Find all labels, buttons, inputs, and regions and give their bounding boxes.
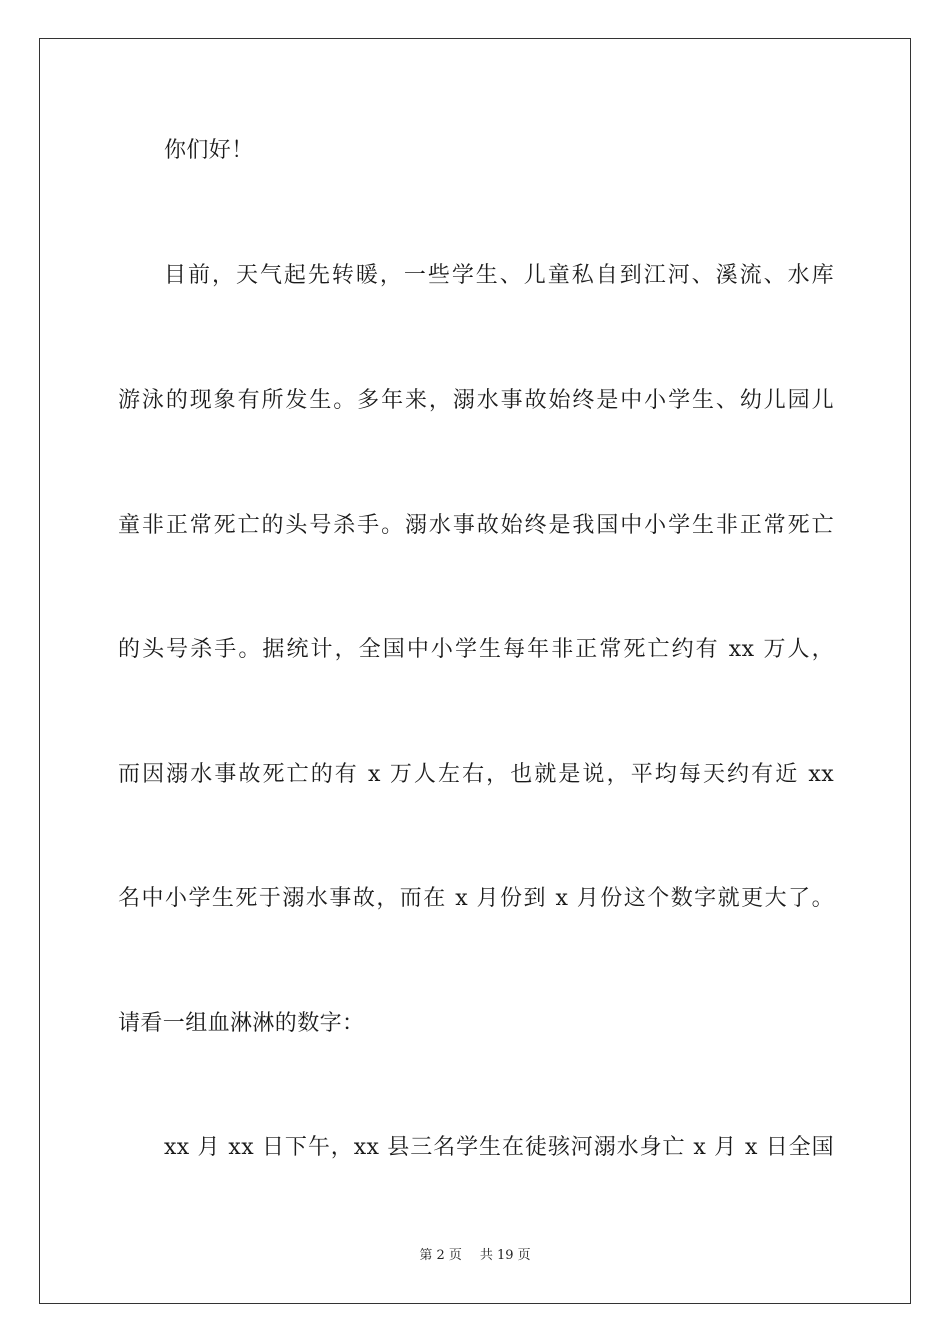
- paragraph-line-8: xx 月 xx 日下午，xx 县三名学生在徒骇河溺水身亡 x 月 x 日全国: [164, 1135, 834, 1160]
- page-footer: [0, 1247, 950, 1265]
- page-number: 第 2 页: [419, 1248, 462, 1263]
- paragraph-line-7: 请看一组血淋淋的数字：: [118, 1011, 365, 1036]
- paragraph-line-5: 而因溺水事故死亡的有 x 万人左右，也就是说，平均每天约有近 xx: [118, 762, 834, 787]
- paragraph-line-6: 名中小学生死于溺水事故，而在 x 月份到 x 月份这个数字就更大了。: [118, 886, 834, 911]
- greeting-line: 你们好！: [164, 138, 254, 163]
- paragraph-line-2: 游泳的现象有所发生。多年来，溺水事故始终是中小学生、幼儿园儿: [118, 388, 834, 413]
- paragraph-line-3: 童非正常死亡的头号杀手。溺水事故始终是我国中小学生非正常死亡: [118, 513, 834, 538]
- page-total: 共 19 页: [479, 1248, 531, 1263]
- paragraph-line-4: 的头号杀手。据统计，全国中小学生每年非正常死亡约有 xx 万人，: [118, 637, 834, 662]
- paragraph-line-1: 目前，天气起先转暖，一些学生、儿童私自到江河、溪流、水库: [164, 263, 834, 288]
- page-border: [39, 38, 911, 1304]
